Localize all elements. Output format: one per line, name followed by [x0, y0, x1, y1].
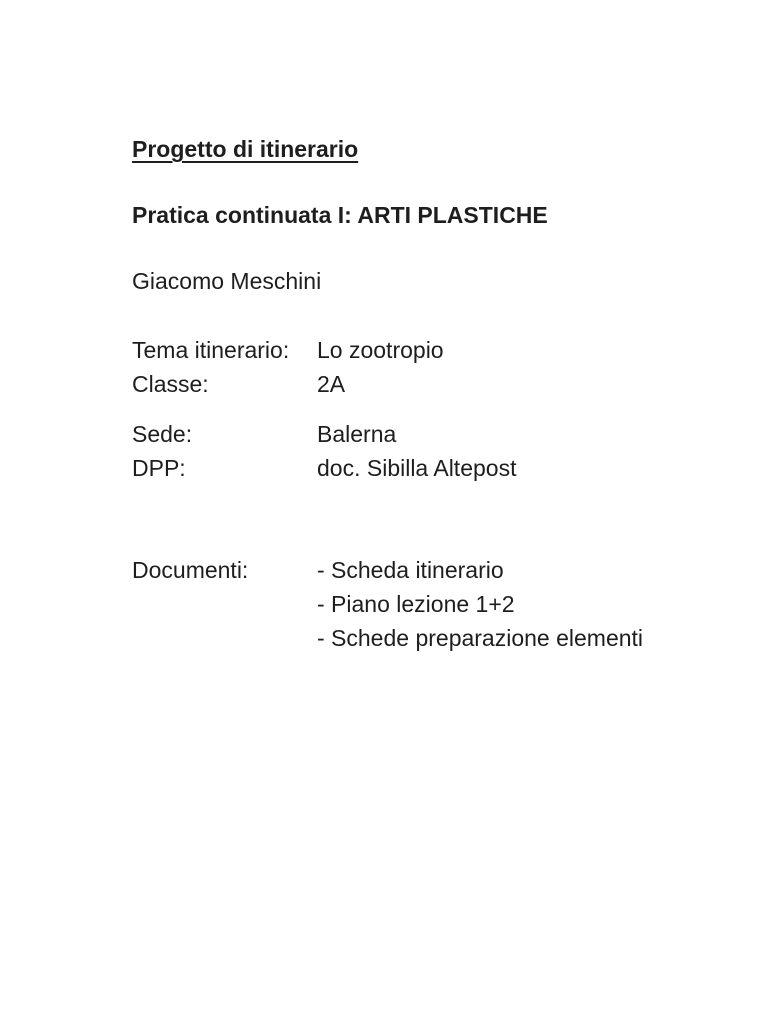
field-label: DPP:	[132, 455, 186, 481]
field-value: 2A	[317, 371, 346, 397]
field-label: Tema itinerario:	[132, 337, 290, 363]
field-label: Documenti:	[132, 557, 249, 583]
field-label: Classe:	[132, 371, 209, 397]
list-item: - Piano lezione 1+2	[317, 591, 515, 617]
author-name: Giacomo Meschini	[132, 268, 322, 294]
list-item: - Schede preparazione elementi	[317, 625, 644, 651]
field-value: doc. Sibilla Altepost	[317, 455, 517, 481]
list-item: - Scheda itinerario	[317, 557, 504, 583]
field-value: Lo zootropio	[317, 337, 444, 363]
document-title: Progetto di itinerario	[132, 136, 359, 162]
field-label: Sede:	[132, 421, 193, 447]
course-subtitle: Pratica continuata I: ARTI PLASTICHE	[132, 202, 548, 228]
field-value: Balerna	[317, 421, 397, 447]
documents-list	[317, 556, 643, 658]
